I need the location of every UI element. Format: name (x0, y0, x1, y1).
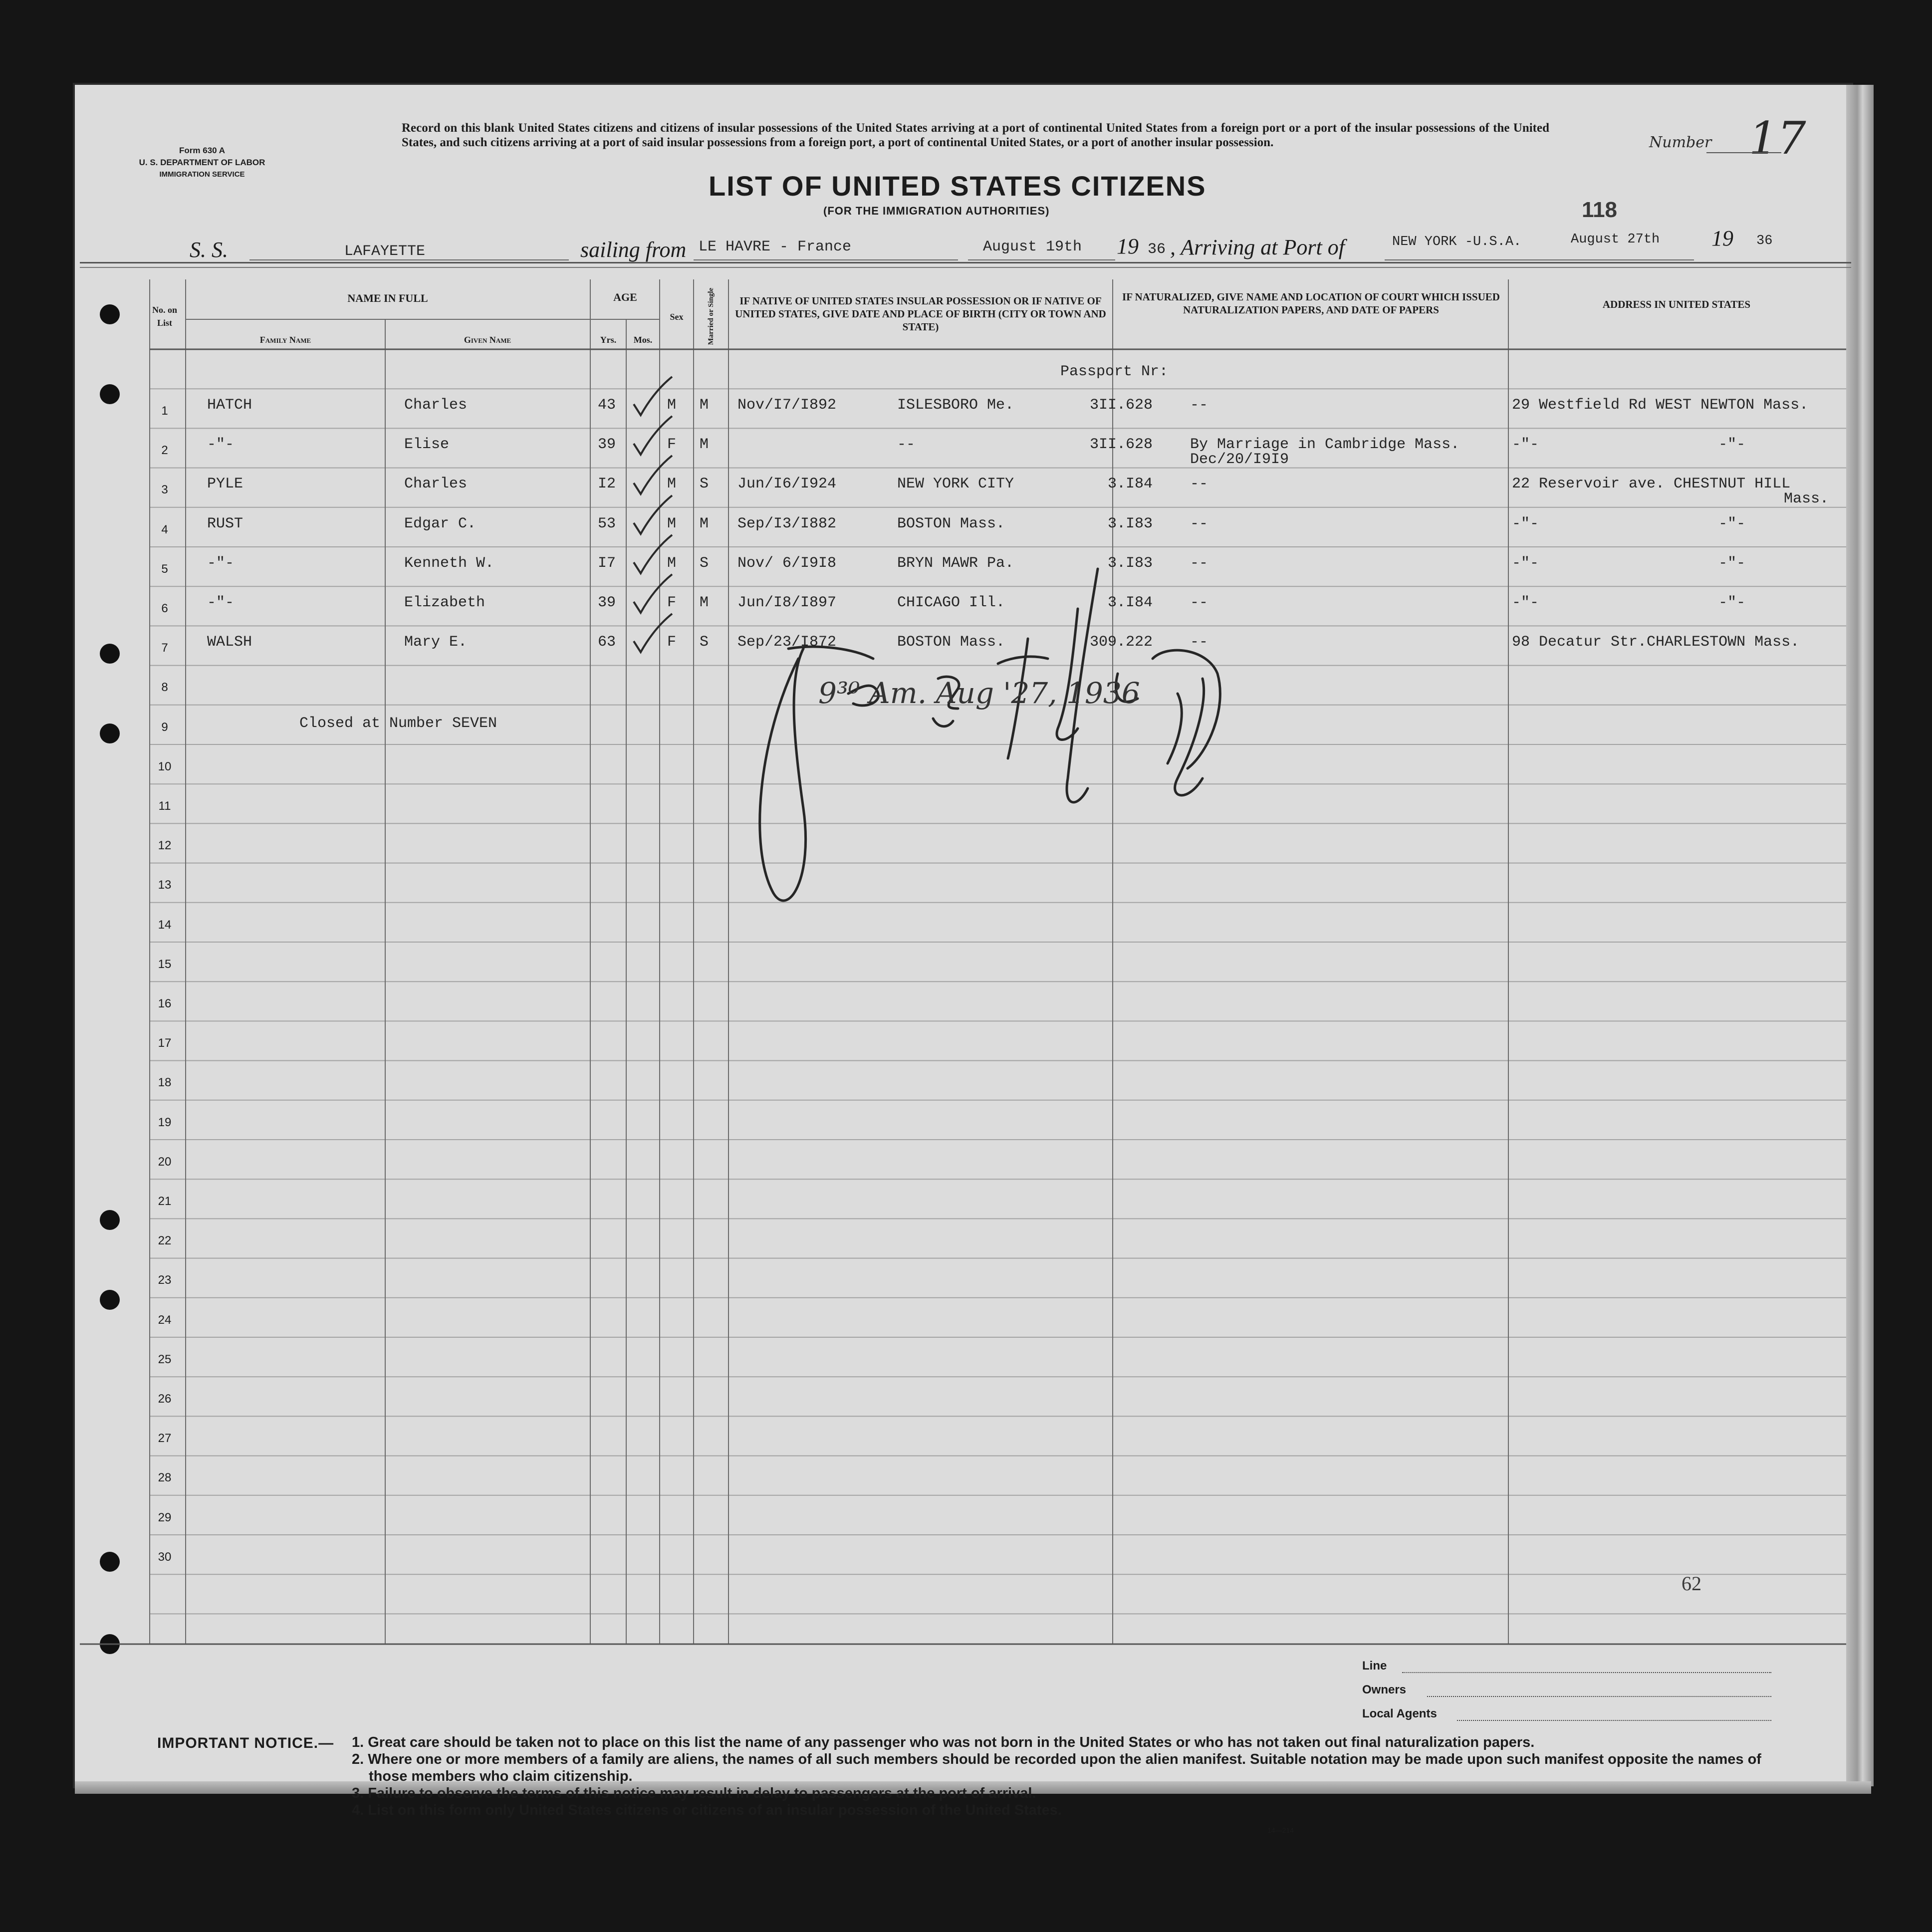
header-no-on-list: No. on List (152, 305, 177, 328)
header-given-name: Given Name (464, 335, 511, 345)
ship-name: LAFAYETTE (344, 243, 426, 260)
passenger-address-line2: Mass. (1784, 490, 1829, 508)
notice-item: 4. List on this form only United States citizens or citizens of an insular possession of the United States. (352, 1802, 1062, 1818)
passenger-marital-status: S (700, 476, 709, 493)
page-subtitle: (FOR THE IMMIGRATION AUTHORITIES) (823, 205, 1050, 217)
row-number: 9 (161, 720, 168, 734)
passenger-sex: M (667, 476, 677, 493)
passenger-given-name: Edgar C. (404, 515, 477, 532)
passenger-passport-number: 3.I83 (1108, 515, 1153, 532)
passenger-naturalization: -- (1190, 594, 1208, 611)
header-naturalization: IF NATURALIZED, GIVE NAME AND LOCATION OF COURT WHICH ISSUED NATURALIZATION PAPERS, AND DATE OF PAPERS (1122, 291, 1500, 316)
check-mark-icon (630, 611, 675, 656)
row-number: 30 (158, 1550, 172, 1564)
arrival-year: 36 (1756, 234, 1773, 248)
row-number: 12 (158, 839, 172, 853)
owners-label: Owners (1362, 1683, 1407, 1696)
passenger-given-name: Elise (404, 436, 450, 454)
passenger-address: 29 Westfield Rd WEST NEWTON Mass. (1512, 397, 1809, 414)
passenger-age-years: I2 (598, 476, 616, 493)
passenger-family-name: -"- (207, 594, 235, 611)
passenger-birth-place: CHICAGO Ill. (897, 594, 1005, 611)
passenger-address: -"- -"- (1512, 515, 1746, 532)
passenger-marital-status: M (700, 594, 709, 611)
page-stamp: 118 (1582, 198, 1617, 222)
row-number: 15 (158, 957, 172, 971)
header-family-name: Family Name (259, 335, 311, 345)
row-number: 3 (161, 483, 168, 497)
passenger-birth-date: Jun/I6/I924 (737, 476, 837, 493)
passenger-birth-date: Sep/23/I872 (737, 634, 837, 651)
passenger-sex: M (667, 397, 677, 414)
passenger-passport-number: 3II.628 (1090, 397, 1153, 414)
arriving-label: , Arriving at Port of (1170, 235, 1345, 259)
check-mark-icon (630, 453, 675, 498)
passenger-given-name: Mary E. (404, 634, 468, 651)
passenger-birth-date: Sep/I3/I882 (737, 515, 837, 532)
row-number: 17 (158, 1036, 172, 1050)
passenger-given-name: Charles (404, 397, 468, 414)
page-title: LIST OF UNITED STATES CITIZENS (709, 170, 1207, 202)
header-name-in-full: NAME IN FULL (347, 292, 428, 304)
row-number: 5 (161, 562, 168, 576)
check-mark-icon (630, 493, 675, 538)
passenger-family-name: PYLE (207, 476, 243, 493)
row-number: 22 (158, 1234, 172, 1248)
department-name: U. S. DEPARTMENT OF LABOR (139, 158, 265, 167)
ss-label: S. S. (190, 238, 228, 262)
passenger-age-years: 53 (598, 515, 616, 532)
passenger-passport-number: 3.I84 (1108, 594, 1153, 611)
passenger-family-name: HATCH (207, 397, 252, 414)
passenger-age-years: 39 (598, 436, 616, 454)
passenger-marital-status: S (700, 554, 709, 572)
header-yrs: Yrs. (600, 335, 617, 345)
header-mos: Mos. (633, 335, 653, 345)
signoff-block (1362, 1659, 1771, 1731)
header-birth-info: IF NATIVE OF UNITED STATES INSULAR POSSESSION OR IF NATIVE OF UNITED STATES, GIVE DATE AND PLACE OF BIRTH (CITY OR TOWN AND STATE) (735, 295, 1106, 333)
check-mark-icon (630, 532, 675, 577)
passenger-naturalization: -- (1190, 634, 1208, 651)
closed-note: Closed at Number SEVEN (299, 715, 497, 732)
row-number: 20 (158, 1155, 172, 1169)
passenger-age-years: 43 (598, 397, 616, 414)
row-number: 7 (161, 641, 168, 655)
passenger-marital-status: M (700, 436, 709, 454)
passenger-address: 98 Decatur Str.CHARLESTOWN Mass. (1512, 634, 1800, 651)
notice-item: 2. Where one or more members of a family are aliens, the names of all such members should be recorded upon the alien manifest. Suitable notation may be made upon such manifest opposite the names of those members who claim citizenship. (352, 1751, 1761, 1784)
row-number: 10 (158, 759, 172, 773)
row-number: 29 (158, 1510, 172, 1524)
passenger-passport-number: 3.I84 (1108, 476, 1153, 493)
signature-mark (728, 529, 1247, 908)
passenger-sex: F (667, 594, 677, 611)
passenger-address: -"- -"- (1512, 594, 1746, 611)
notice-heading: IMPORTANT NOTICE.— (157, 1735, 334, 1751)
row-number: 24 (158, 1313, 172, 1327)
passenger-birth-date: Nov/ 6/I9I8 (737, 554, 837, 572)
arrival-port: NEW YORK -U.S.A. (1392, 235, 1522, 249)
passenger-birth-place: NEW YORK CITY (897, 476, 1014, 493)
passenger-marital-status: S (700, 634, 709, 651)
number-value: 17 (1749, 112, 1806, 165)
passenger-given-name: Charles (404, 476, 468, 493)
passenger-naturalization: -- (1190, 476, 1208, 493)
line-label: Line (1362, 1659, 1387, 1673)
arrival-date: August 27th (1571, 232, 1660, 247)
page-corner-number: 62 (1682, 1572, 1701, 1595)
row-number: 19 (158, 1115, 172, 1129)
number-label: Number (1649, 134, 1712, 151)
passenger-passport-number: 3.I83 (1108, 554, 1153, 572)
signature-datetime: 9³⁰ Am. Aug '27, 1936 (818, 676, 1140, 710)
passenger-birth-place: BRYN MAWR Pa. (897, 554, 1014, 572)
row-number: 16 (158, 997, 172, 1010)
passenger-marital-status: M (700, 397, 709, 414)
sail-year: 36 (1148, 241, 1166, 258)
row-number: 28 (158, 1471, 172, 1485)
row-number: 14 (158, 918, 172, 932)
service-name: IMMIGRATION SERVICE (159, 170, 245, 179)
check-mark-icon (630, 374, 675, 419)
passenger-age-years: 39 (598, 594, 616, 611)
row-number: 1 (161, 404, 168, 418)
passenger-family-name: WALSH (207, 634, 252, 651)
passenger-given-name: Kenneth W. (404, 554, 494, 572)
notice-item: 3. Failure to observe the terms of this notice may result in delay to passengers at the port of arrival. (352, 1785, 1036, 1801)
passenger-naturalization: By Marriage in Cambridge Mass. (1190, 436, 1460, 454)
row-number: 21 (158, 1195, 172, 1208)
sailing-label: sailing from (580, 238, 687, 262)
passenger-family-name: RUST (207, 515, 243, 532)
passenger-birth-place: BOSTON Mass. (897, 515, 1005, 532)
passenger-age-years: 63 (598, 634, 616, 651)
passenger-address: 22 Reservoir ave. CHESTNUT HILL (1512, 476, 1791, 493)
passenger-age-years: I7 (598, 554, 616, 572)
row-number: 6 (161, 602, 168, 615)
row-number: 4 (161, 522, 168, 536)
passenger-naturalization: -- (1190, 515, 1208, 532)
passenger-passport-number: 309.222 (1090, 634, 1153, 651)
row-number: 2 (161, 444, 168, 458)
passenger-birth-place: ISLESBORO Me. (897, 397, 1014, 414)
passenger-naturalization-date: Dec/20/I9I9 (1190, 451, 1289, 469)
check-mark-icon (630, 572, 675, 617)
record-instructions: Record on this blank United States citizens and citizens of insular possessions of the United States arriving at a port of continental United States from a foreign port or a port of the insular possessions of the United States, and such citizens arriving at a port of said insular possessions from a foreign port, a port of continental United States, or a port of another insular possession. (402, 121, 1549, 149)
year-prefix-arrival: 19 (1711, 226, 1733, 250)
header-sex: Sex (670, 312, 684, 322)
local-agents-label: Local Agents (1362, 1707, 1437, 1720)
row-number: 27 (158, 1432, 172, 1446)
row-number: 26 (158, 1392, 172, 1406)
passenger-sex: F (667, 634, 677, 651)
header-address: ADDRESS IN UNITED STATES (1602, 298, 1751, 310)
check-mark-icon (630, 414, 675, 459)
row-number: 11 (158, 799, 171, 813)
passenger-naturalization: -- (1190, 554, 1208, 572)
passenger-family-name: -"- (207, 436, 235, 454)
passenger-birth-date: Jun/I8/I897 (737, 594, 837, 611)
passenger-sex: M (667, 515, 677, 532)
passenger-birth-date: Nov/I7/I892 (737, 397, 837, 414)
passenger-family-name: -"- (207, 554, 235, 572)
passenger-given-name: Elizabeth (404, 594, 485, 611)
sail-date: August 19th (983, 239, 1082, 255)
row-number: 23 (158, 1273, 172, 1287)
passenger-marital-status: M (700, 515, 709, 532)
row-number: 8 (161, 681, 168, 695)
passenger-naturalization: -- (1190, 397, 1208, 414)
passenger-birth-place: BOSTON Mass. (897, 634, 1005, 651)
passenger-address: -"- -"- (1512, 554, 1746, 572)
row-number: 13 (158, 878, 172, 892)
notice-item: 1. Great care should be taken not to place on this list the name of any passenger who was not born in the United States or who has not taken out final naturalization papers. (352, 1734, 1535, 1750)
form-number: Form 630 A (179, 146, 225, 155)
header-age: AGE (613, 291, 637, 303)
passenger-sex: F (667, 436, 677, 454)
passenger-passport-number: 3II.628 (1090, 436, 1153, 454)
row-number: 25 (158, 1352, 172, 1366)
passenger-address: -"- -"- (1512, 436, 1746, 454)
header-married-single: Married or Single (707, 287, 715, 345)
passport-label: Passport Nr: (1060, 363, 1169, 380)
year-prefix-sail: 19 (1117, 234, 1139, 258)
passenger-sex: M (667, 554, 677, 572)
row-number: 18 (158, 1076, 172, 1090)
print-code: 14—214 (1267, 1826, 1294, 1834)
passenger-birth-place: -- (897, 436, 916, 454)
from-port: LE HAVRE - France (699, 239, 852, 255)
notice-items (352, 1734, 1774, 1819)
